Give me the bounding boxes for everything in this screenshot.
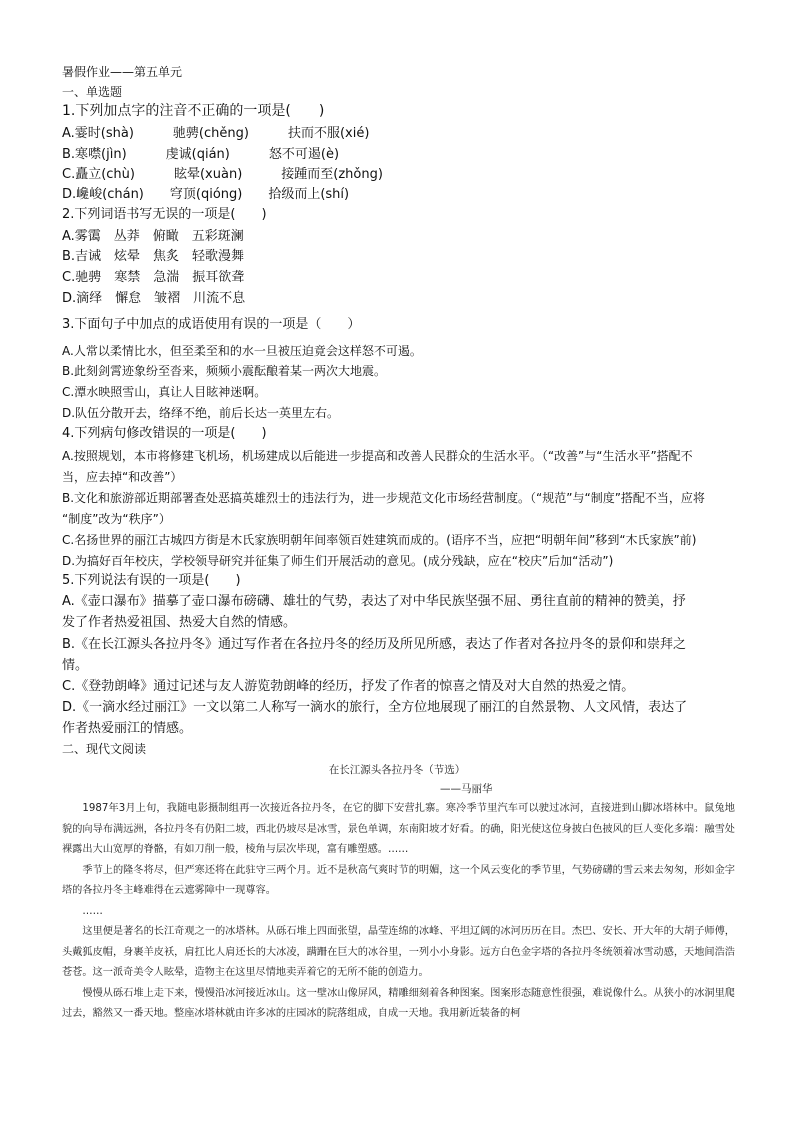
question-5-stem: 5.下列说法有误的一项是( ) [62, 573, 241, 588]
passage-ellipsis: …… [82, 905, 103, 917]
question-2-stem: 2.下列词语书写无误的一项是( ) [62, 207, 267, 222]
question-5-option-a-line2: 发了作者热爱祖国、热爱大自然的情感。 [62, 615, 297, 630]
section-heading-single-choice: 一、单选题 [62, 85, 123, 99]
passage-title: 在长江源头各拉丹冬（节选） [328, 764, 466, 776]
section-heading-modern-reading: 二、现代文阅读 [62, 742, 147, 756]
question-1-option-b: B.寒噤(jìn) 虔诚(qián) 怒不可遏(è) [62, 147, 340, 162]
question-5-option-d-line2: 作者热爱丽江的情感。 [62, 721, 193, 736]
question-4-option-a-line2: 当，应去掉“和改善”） [62, 470, 183, 484]
question-3-option-d: D.队伍分散开去，络绎不绝，前后长达一英里左右。 [62, 406, 340, 420]
passage-paragraph-2: 季节上的隆冬将尽，但严寒还将在此驻守三两个月。近不是秋高气爽时节的明媚，这一个风云变化的季节里，气势磅礴的雪云来去匆匆，形如金字塔的各拉丹冬主峰难得在云遮雾障中一现尊容。 [62, 864, 735, 896]
passage-author: ——马丽华 [440, 783, 493, 795]
question-3-option-b: B.此刻剑霄迹象纷至沓来，频频小震酝酿着某一两次大地震。 [62, 364, 387, 378]
question-5-option-a-line1: A.《壶口瀑布》描摹了壶口瀑布磅礴、雄壮的气势，表达了对中华民族坚强不屈、勇往直前的精神的赞美，抒 [62, 594, 686, 609]
worksheet-header: 暑假作业——第五单元 [62, 65, 183, 79]
question-5-option-b-line1: B.《在长江源头各拉丹冬》通过写作者在各拉丹冬的经历及所见所感，表达了作者对各拉丹冬的景仰和崇拜之 [62, 637, 687, 652]
question-3-stem: 3.下面句子中加点的成语使用有误的一项是（ ） [62, 317, 361, 332]
question-2-option-c: C.驰骋 寒禁 急湍 振耳欲聋 [62, 270, 245, 285]
question-1-option-d: D.巉峻(chán) 穹顶(qióng) 拾级而上(shí) [62, 187, 350, 202]
question-4-option-b-line2: “制度”改为“秩序”） [62, 512, 171, 526]
question-5-option-b-line2: 情。 [62, 658, 89, 673]
question-2-option-a: A.雾霭 丛莽 俯瞰 五彩斑澜 [62, 229, 244, 244]
question-1-option-a: A.霎时(shà) 驰骋(chěng) 扶而不服(xié) [62, 126, 370, 141]
question-4-option-a-line1: A.按照规划，本市将修建飞机场，机场建成以后能进一步提高和改善人民群众的生活水平。（“改善”与“生活水平”搭配不 [62, 449, 693, 463]
passage-paragraph-1: 1987年3月上旬，我随电影摄制组再一次接近各拉丹冬，在它的脚下安营扎寨。寒冷季节里汽车可以驶过冰河，直接进到山脚冰塔林中。鼠兔地貌的向导布满远洲，各拉丹冬有仍阳二坡，西北仍坡尽是冰雪，景色单调，东南阳坡才好看。的确，阳光使这位身披白色披风的巨人变化多端：融雪处裸露出大山宽厚的脊骼，有如刀削一般，棱角与层次毕现，富有雕塑感。…… [62, 803, 735, 855]
question-1-stem: 1.下列加点字的注音不正确的一项是( ) [62, 103, 325, 119]
question-2-option-d: D.滴绎 懈怠 皱褶 川流不息 [62, 291, 246, 306]
question-1-option-c: C.矗立(chù) 眩晕(xuàn) 接踵而至(zhǒng) [62, 167, 383, 182]
question-3-option-a: A.人常以柔情比水，但至柔至和的水一旦被压迫竟会这样怒不可遏。 [62, 344, 422, 358]
question-4-option-c: C.名扬世界的丽江古城四方街是木氏家族明朝年间率领百姓建筑而成的。(语序不当，应把“明朝年间”移到“木氏家族”前) [62, 533, 697, 547]
question-5-option-d-line1: D.《一滴水经过丽江》一文以第二人称写一滴水的旅行，全方位地展现了丽江的自然景物、人文风情，表达了 [62, 700, 688, 715]
question-2-option-b: B.吉诫 炫晕 焦炙 轻歌漫舞 [62, 249, 245, 264]
passage-paragraph-3: 这里便是著名的长江奇观之一的冰塔林。从砾石堆上四面张望，晶莹连绵的冰峰、平坦辽阔的冰河历历在目。杰巴、安长、开大年的大胡子师傅，头戴狐皮帽，身裹羊皮袄，肩扛比人肩还长的大冰凌，蹒跚在巨大的冰谷里，一列小小身影。远方白色金字塔的各拉丹冬统领着冰雪动感，天地间浩浩苍苍。这一派奇美令人眩晕，造物主在这里尽情地卖弄着它的无所不能的创造力。 [62, 926, 735, 978]
question-4-option-b-line1: B.文化和旅游部近期部署查处恶搞英雄烈士的违法行为，进一步规范文化市场经营制度。（“规范”与“制度”搭配不当，应将 [62, 491, 705, 505]
question-4-stem: 4.下列病句修改错误的一项是( ) [62, 426, 267, 441]
passage-paragraph-4: 慢慢从砾石堆上走下来，慢慢沿冰河接近冰山。这一壁冰山像屏风，精雕细刻着各种图案。图案形态随意性很强，难说像什么。从狭小的冰洞里爬过去，豁然又一番天地。整座冰塔林就由许多冰的庄园冰的院落组成，自成一天地。我用新近装备的柯 [62, 987, 735, 1019]
question-4-option-d: D.为搞好百年校庆，学校领导研究并征集了师生们开展活动的意见。(成分残缺，应在“校庆”后加“活动”) [62, 554, 614, 568]
passage-body [62, 799, 735, 1025]
question-5-option-c: C.《登勃朗峰》通过记述与友人游览勃朗峰的经历，抒发了作者的惊喜之情及对大自然的热爱之情。 [62, 679, 635, 694]
question-3-option-c: C.潭水映照雪山，真让人目眩神迷啊。 [62, 385, 267, 399]
